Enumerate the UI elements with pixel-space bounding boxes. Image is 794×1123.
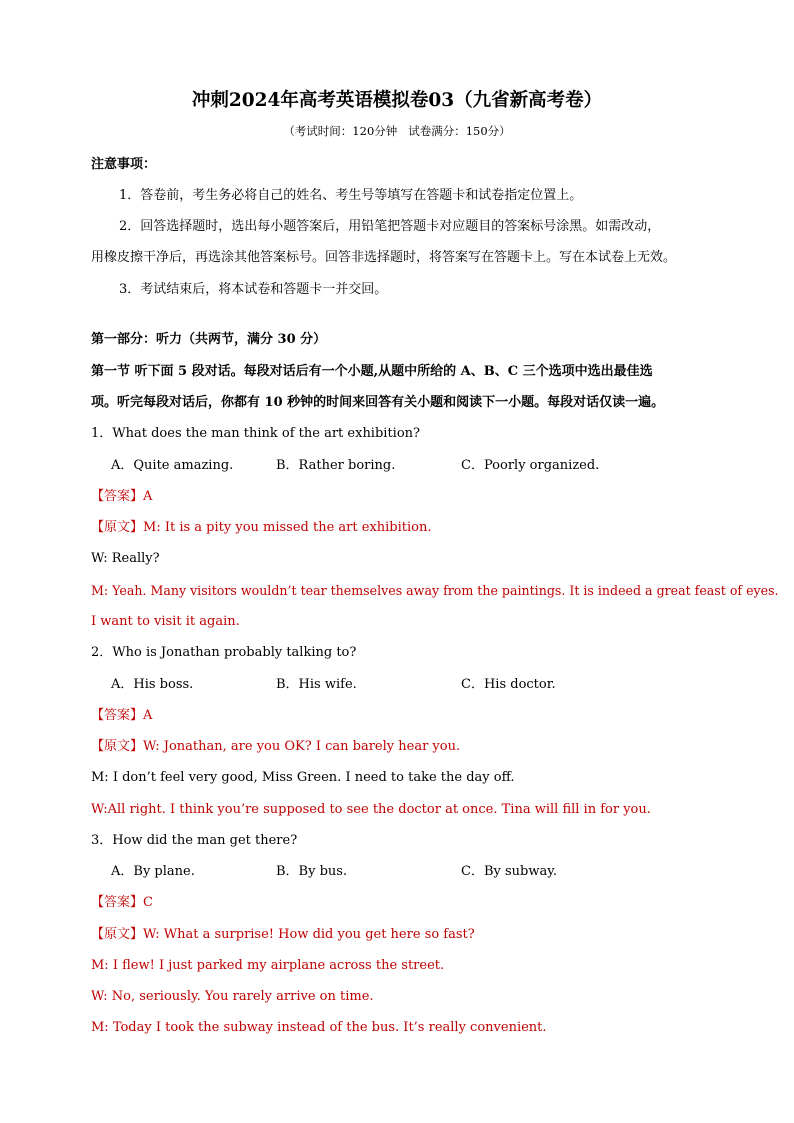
transcript-text: M: Yeah. Many visitors wouldn’t tear themselves away from the paintings. It is indeed a great feast of eyes.: [91, 583, 779, 598]
note-item: 3．考试结束后，将本试卷和答题卡一并交回。: [119, 282, 388, 297]
option-c: C．By subway.: [461, 864, 557, 879]
transcript-text: W:All right. I think you’re supposed to see the doctor at once. Tina will fill in for you.: [91, 802, 651, 817]
note-item: 2．回答选择题时，选出每小题答案后，用铅笔把答题卡对应题目的答案标号涂黑。如需改动，: [119, 219, 661, 234]
option-c: C．His doctor.: [461, 677, 556, 692]
answer-label: 【答案】: [91, 708, 144, 723]
transcript-text: M: Today I took the subway instead of the bus. It’s really convenient.: [91, 1020, 547, 1035]
option-a: A．By plane.: [111, 864, 195, 879]
question-stem: 3．How did the man get there?: [91, 833, 298, 848]
transcript-label: 【原文】: [91, 927, 144, 942]
question-stem: 2．Who is Jonathan probably talking to?: [91, 645, 357, 660]
option-a: A．Quite amazing.: [111, 458, 234, 473]
answer-line: [91, 488, 152, 506]
option-c: C．Poorly organized.: [461, 458, 600, 473]
part-heading: 第一部分：听力（共两节，满分 30 分）: [91, 332, 327, 347]
transcript-text: I want to visit it again.: [91, 614, 240, 629]
section-instructions: 项。听完每段对话后，你都有 10 秒钟的时间来回答有关小题和阅读下一小题。每段对话仅读一遍。: [91, 395, 665, 410]
option-b: B．By bus.: [276, 864, 348, 879]
transcript-text: M: I don’t feel very good, Miss Green. I need to take the day off.: [91, 770, 515, 785]
transcript-line: [91, 519, 432, 537]
document-title: 冲刺2024年高考英语模拟卷03（九省新高考卷）: [191, 90, 603, 111]
option-a: A．His boss.: [111, 677, 194, 692]
answer-value: A: [143, 489, 153, 504]
transcript-text: W: Really?: [91, 551, 160, 566]
transcript-text: W: No, seriously. You rarely arrive on time.: [91, 989, 374, 1004]
notes-heading: 注意事项：: [91, 157, 157, 172]
answer-label: 【答案】: [91, 895, 144, 910]
answer-value: A: [143, 708, 153, 723]
answer-label: 【答案】: [91, 489, 144, 504]
transcript-line: [91, 738, 460, 756]
answer-value: C: [143, 895, 153, 910]
transcript-text: W: Jonathan, are you OK? I can barely hear you.: [143, 739, 461, 754]
note-item: 用橡皮擦干净后，再选涂其他答案标号。回答非选择题时，将答案写在答题卡上。写在本试卷上无效。: [91, 250, 677, 265]
transcript-label: 【原文】: [91, 739, 144, 754]
option-b: B．Rather boring.: [276, 458, 396, 473]
transcript-label: 【原文】: [91, 520, 144, 535]
note-item: 1．答卷前，考生务必将自己的姓名、考生号等填写在答题卡和试卷指定位置上。: [119, 188, 583, 203]
answer-line: [91, 707, 152, 725]
question-stem: 1．What does the man think of the art exhibition?: [91, 426, 420, 441]
transcript-line: [91, 926, 475, 944]
answer-line: [91, 894, 153, 912]
exam-info: （考试时间：120分钟 试卷满分：150分）: [283, 124, 511, 138]
section-instructions: 第一节 听下面 5 段对话。每段对话后有一个小题,从题中所给的 A、B、C 三个选项中选出最佳选: [91, 364, 653, 379]
transcript-text: M: It is a pity you missed the art exhibition.: [143, 520, 432, 535]
option-b: B．His wife.: [276, 677, 357, 692]
transcript-text: M: I flew! I just parked my airplane across the street.: [91, 958, 445, 973]
transcript-text: W: What a surprise! How did you get here so fast?: [143, 927, 475, 942]
